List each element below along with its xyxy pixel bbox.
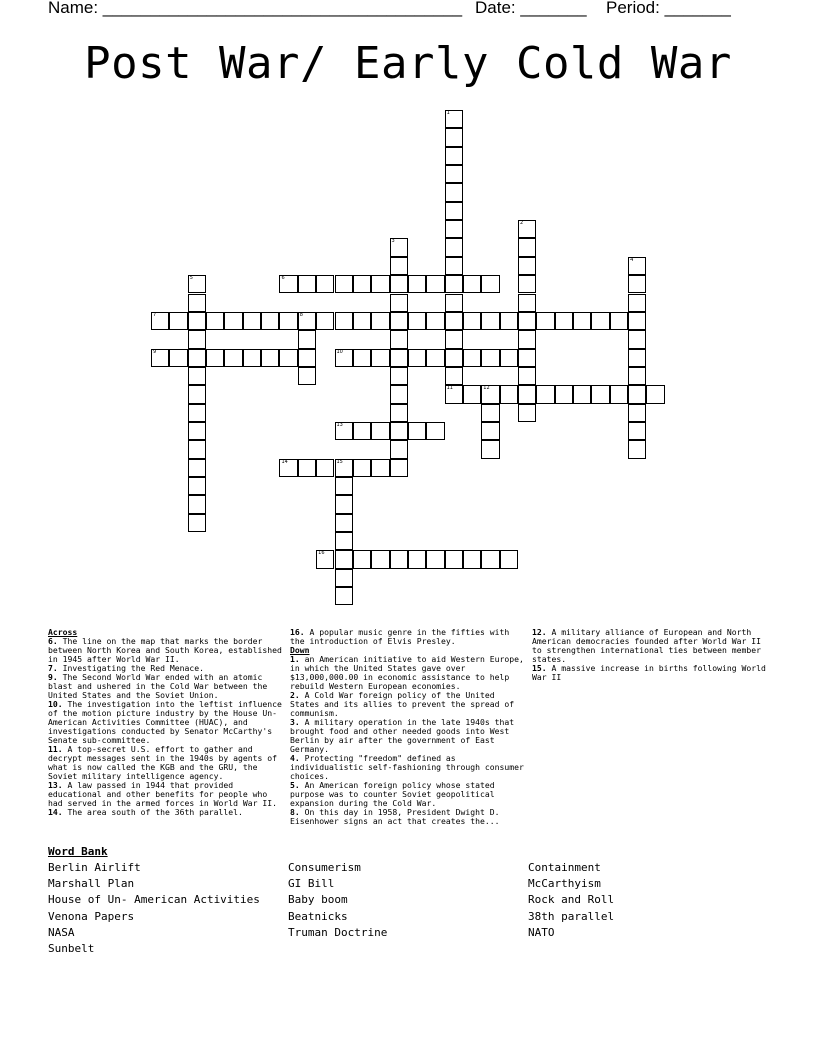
crossword-cell[interactable] [555, 385, 573, 403]
clue-item [48, 745, 284, 781]
clue-number: 3 [391, 238, 395, 245]
crossword-cell[interactable] [353, 312, 371, 330]
clue-number: 16 [318, 550, 325, 557]
clue-item-number: 8. [290, 807, 300, 817]
crossword-cell[interactable] [536, 385, 554, 403]
crossword-cell[interactable] [151, 312, 169, 330]
crossword-cell[interactable] [390, 330, 408, 348]
page-title: Post War/ Early Cold War [84, 38, 732, 89]
crossword-cell[interactable] [335, 275, 353, 293]
crossword-cell[interactable] [445, 220, 463, 238]
clue-item-number: 11. [48, 744, 63, 754]
clue-item [48, 781, 284, 808]
clue-number: 1 [446, 110, 450, 116]
crossword-cell[interactable] [408, 275, 426, 293]
clue-number: 14 [281, 458, 288, 465]
clue-item-text: An American foreign policy whose stated purpose was to counter Soviet geopolitical expansion during the Cold War. [290, 780, 495, 808]
crossword-cell[interactable] [426, 550, 444, 568]
clue-number: 13 [336, 421, 343, 428]
crossword-cell[interactable] [463, 312, 481, 330]
crossword-cell[interactable] [390, 275, 408, 293]
crossword-cell[interactable] [426, 349, 444, 367]
crossword-cell[interactable] [335, 514, 353, 532]
crossword-cell[interactable] [518, 404, 536, 422]
crossword-cell[interactable] [591, 385, 609, 403]
clue-item-text: A top-secret U.S. effort to gather and decrypt messages sent in the 1940s by agents of what is now called the KGB and the GRU, the Soviet military intelligence agency. [48, 744, 278, 781]
crossword-cell[interactable] [390, 294, 408, 312]
clue-number: 10 [336, 348, 343, 355]
crossword-cell[interactable] [335, 550, 353, 568]
clue-item-number: 10. [48, 699, 63, 709]
clue-number: 7 [153, 311, 157, 318]
clue-item-number: 12. [532, 627, 547, 637]
crossword-cell[interactable] [188, 275, 206, 293]
crossword-cell[interactable] [610, 385, 628, 403]
clue-item-text: A military alliance of European and North American democracies founded after World War II to strengthen international ties between member states. [532, 627, 762, 664]
crossword-cell[interactable] [188, 367, 206, 385]
crossword-cell[interactable] [628, 312, 646, 330]
word-bank-entry: NATO [528, 925, 555, 939]
crossword-cell[interactable] [518, 312, 536, 330]
crossword-cell[interactable] [500, 550, 518, 568]
word-bank-entry: Containment [528, 861, 601, 874]
word-bank-title: Word Bank [48, 845, 108, 858]
crossword-cell[interactable] [591, 312, 609, 330]
crossword-cell[interactable] [353, 275, 371, 293]
crossword-cell[interactable] [390, 404, 408, 422]
clues-column-3 [532, 628, 768, 682]
crossword-cell[interactable] [390, 440, 408, 458]
crossword-cell[interactable] [169, 349, 187, 367]
crossword-cell[interactable] [445, 349, 463, 367]
clue-item-number: 4. [290, 753, 300, 763]
clue-item [290, 655, 526, 691]
word-bank-entry: GI Bill [288, 877, 335, 891]
crossword-cell[interactable] [316, 550, 334, 568]
crossword-cell[interactable] [518, 220, 536, 238]
crossword-cell[interactable] [224, 349, 242, 367]
crossword-cell[interactable] [445, 550, 463, 568]
crossword-cell[interactable] [445, 238, 463, 256]
crossword-cell[interactable] [445, 385, 463, 403]
crossword-cell[interactable] [261, 312, 279, 330]
clue-number: 4 [630, 256, 634, 263]
clues-column-1 [48, 628, 284, 817]
across-clue-list [48, 637, 284, 817]
crossword-cell[interactable] [555, 312, 573, 330]
crossword-cell[interactable] [371, 275, 389, 293]
crossword-cell[interactable] [353, 349, 371, 367]
clue-item-text: The area south of the 36th parallel. [62, 807, 243, 817]
crossword-cell[interactable] [481, 422, 499, 440]
crossword-cell[interactable] [188, 495, 206, 513]
crossword-cell[interactable] [610, 312, 628, 330]
crossword-cell[interactable] [445, 183, 463, 201]
crossword-cell[interactable] [335, 422, 353, 440]
crossword-cell[interactable] [353, 422, 371, 440]
clue-item-number: 3. [290, 717, 300, 727]
crossword-cell[interactable] [371, 550, 389, 568]
crossword-cell[interactable] [371, 422, 389, 440]
word-bank-entry: McCarthyism [528, 877, 601, 891]
crossword-cell[interactable] [445, 165, 463, 183]
crossword-cell[interactable] [279, 459, 297, 477]
crossword-cell[interactable] [408, 550, 426, 568]
date-field[interactable]: Date: _______ [475, 0, 587, 17]
crossword-cell[interactable] [628, 385, 646, 403]
clue-item [48, 673, 284, 700]
crossword-cell[interactable] [500, 349, 518, 367]
crossword-cell[interactable] [408, 312, 426, 330]
crossword-cell[interactable] [243, 349, 261, 367]
crossword-cell[interactable] [335, 477, 353, 495]
crossword-cell[interactable] [481, 275, 499, 293]
crossword-cell[interactable] [518, 367, 536, 385]
clue-item [48, 700, 284, 745]
crossword-cell[interactable] [188, 459, 206, 477]
crossword-cell[interactable] [628, 275, 646, 293]
crossword-cell[interactable] [188, 349, 206, 367]
clue-item-number: 6. [48, 636, 58, 646]
crossword-cell[interactable] [298, 312, 316, 330]
crossword-cell[interactable] [445, 128, 463, 146]
crossword-cell[interactable] [390, 367, 408, 385]
crossword-cell[interactable] [298, 459, 316, 477]
crossword-cell[interactable] [463, 385, 481, 403]
clue-item-text: A military operation in the late 1940s that brought food and other needed goods into West Berlin by air after the government of East Germany. [290, 717, 515, 754]
crossword-cell[interactable] [188, 440, 206, 458]
crossword-cell[interactable] [536, 312, 554, 330]
crossword-cell[interactable] [224, 312, 242, 330]
clue-item-text: A law passed in 1944 that provided educational and other benefits for people who had served in the armed forces in World War II. [48, 780, 278, 808]
word-bank-entry: 38th parallel [528, 909, 615, 923]
word-bank-entry: House of Un- American Activities [48, 893, 260, 907]
crossword-cell[interactable] [188, 312, 206, 330]
crossword-cell[interactable] [371, 349, 389, 367]
clue-item [532, 664, 768, 682]
clue-item-text: A popular music genre in the fifties with the introduction of Elvis Presley. [290, 627, 510, 646]
crossword-cell[interactable] [353, 550, 371, 568]
crossword-cell[interactable] [298, 330, 316, 348]
crossword-cell[interactable] [390, 238, 408, 256]
word-bank-entry: Truman Doctrine [288, 925, 388, 939]
crossword-cell[interactable] [390, 312, 408, 330]
crossword-cell[interactable] [316, 459, 334, 477]
crossword-cell[interactable] [371, 312, 389, 330]
crossword-cell[interactable] [188, 404, 206, 422]
crossword-cell[interactable] [646, 385, 664, 403]
clue-item-number: 7. [48, 663, 58, 673]
across-clue-list-cont [290, 628, 526, 646]
clue-item-text: The line on the map that marks the border between North Korea and South Korea, established in 1945 after World War II. [48, 636, 282, 664]
crossword-cell[interactable] [481, 550, 499, 568]
crossword-cell[interactable] [445, 147, 463, 165]
clue-item-number: 2. [290, 690, 300, 700]
crossword-cell[interactable] [463, 275, 481, 293]
name-field[interactable]: Name: ______________________________________ [48, 0, 463, 17]
clue-item-number: 13. [48, 780, 63, 790]
clue-item [290, 754, 526, 781]
crossword-cell[interactable] [518, 349, 536, 367]
clue-item [290, 628, 526, 646]
crossword-cell[interactable] [279, 275, 297, 293]
clue-item-text: The Second World War ended with an atomic blast and ushered in the Cold War between the United States and the Soviet Union. [48, 672, 268, 700]
crossword-cell[interactable] [518, 330, 536, 348]
crossword-cell[interactable] [426, 275, 444, 293]
crossword-cell[interactable] [390, 385, 408, 403]
crossword-cell[interactable] [481, 349, 499, 367]
crossword-cell[interactable] [573, 312, 591, 330]
clue-item-text: On this day in 1958, President Dwight D. Eisenhower signs an act that creates the... [290, 807, 500, 826]
crossword-cell[interactable] [445, 257, 463, 275]
clue-item [290, 781, 526, 808]
crossword-cell[interactable] [188, 330, 206, 348]
crossword-cell[interactable] [445, 312, 463, 330]
crossword-cell[interactable] [390, 459, 408, 477]
crossword-cell[interactable] [206, 312, 224, 330]
clue-item [48, 808, 284, 817]
crossword-cell[interactable] [463, 349, 481, 367]
crossword-cell[interactable] [628, 257, 646, 275]
crossword-cell[interactable] [445, 202, 463, 220]
crossword-cell[interactable] [628, 349, 646, 367]
clue-number: 8 [299, 311, 303, 318]
crossword-cell[interactable] [298, 275, 316, 293]
clue-item-number: 14. [48, 807, 63, 817]
word-bank-entry: Baby boom [288, 893, 348, 907]
crossword-cell[interactable] [243, 312, 261, 330]
crossword-cell[interactable] [390, 257, 408, 275]
crossword-cell[interactable] [518, 257, 536, 275]
clue-item-text: A massive increase in births following World War II [532, 663, 766, 682]
clue-item [290, 808, 526, 826]
clues-column-2 [290, 628, 526, 826]
crossword-cell[interactable] [518, 238, 536, 256]
crossword-cell[interactable] [335, 532, 353, 550]
crossword-cell[interactable] [628, 367, 646, 385]
clue-item-text: A Cold War foreign policy of the United States and its allies to prevent the spread of communism. [290, 690, 515, 718]
clue-item-text: Protecting "freedom" defined as individualistic self-fashioning through consumer choices. [290, 753, 524, 781]
clue-number: 5 [189, 275, 193, 282]
crossword-cell[interactable] [628, 440, 646, 458]
clue-item-number: 15. [532, 663, 547, 673]
crossword-cell[interactable] [628, 294, 646, 312]
crossword-cell[interactable] [500, 385, 518, 403]
crossword-cell[interactable] [518, 385, 536, 403]
crossword-cell[interactable] [279, 312, 297, 330]
crossword-cell[interactable] [518, 294, 536, 312]
across-heading: Across [48, 627, 78, 637]
word-bank-entry: Sunbelt [48, 942, 95, 955]
down-clue-list-cont [532, 628, 768, 682]
clue-item [290, 691, 526, 718]
crossword-cell[interactable] [481, 385, 499, 403]
crossword-cell[interactable] [445, 330, 463, 348]
crossword-cell[interactable] [445, 294, 463, 312]
word-bank-entry: Berlin Airlift [48, 861, 141, 874]
period-field[interactable]: Period: _______ [606, 0, 731, 17]
crossword-cell[interactable] [408, 422, 426, 440]
crossword-cell[interactable] [463, 550, 481, 568]
crossword-cell[interactable] [188, 385, 206, 403]
crossword-cell[interactable] [316, 312, 334, 330]
clue-number: 12 [483, 385, 490, 392]
crossword-cell[interactable] [298, 367, 316, 385]
clue-item-text: The investigation into the leftist influence of the motion picture industry by the House Un-American Activities Committee (HUAC), and investigations conducted by Senator McCarthy's Senate sub-committee. [48, 699, 282, 745]
clue-number: 11 [446, 385, 453, 392]
crossword-cell[interactable] [298, 349, 316, 367]
crossword-cell[interactable] [335, 459, 353, 477]
crossword-cell[interactable] [445, 367, 463, 385]
crossword-cell[interactable] [481, 404, 499, 422]
crossword-cell[interactable] [335, 495, 353, 513]
crossword-cell[interactable] [188, 477, 206, 495]
crossword-cell[interactable] [426, 312, 444, 330]
crossword-cell[interactable] [518, 275, 536, 293]
word-bank-entry: Beatnicks [288, 909, 348, 923]
crossword-cell[interactable] [481, 312, 499, 330]
word-bank-entry: Consumerism [288, 861, 361, 874]
crossword-cell[interactable] [371, 459, 389, 477]
clue-item [48, 637, 284, 664]
crossword-cell[interactable] [500, 312, 518, 330]
crossword-cell[interactable] [169, 312, 187, 330]
down-clue-list [290, 655, 526, 826]
crossword-cell[interactable] [628, 330, 646, 348]
clue-number: 6 [281, 275, 285, 282]
crossword-cell[interactable] [279, 349, 297, 367]
crossword-cell[interactable] [335, 569, 353, 587]
clue-item-number: 1. [290, 654, 300, 664]
clue-item-number: 5. [290, 780, 300, 790]
clue-number: 2 [520, 220, 524, 227]
clue-item-number: 16. [290, 627, 305, 637]
crossword-cell[interactable] [390, 550, 408, 568]
crossword-cell[interactable] [573, 385, 591, 403]
clue-item-number: 9. [48, 672, 58, 682]
clue-item [532, 628, 768, 664]
crossword-cell[interactable] [261, 349, 279, 367]
word-bank-entry: Marshall Plan [48, 877, 135, 891]
crossword-cell[interactable] [390, 422, 408, 440]
crossword-cell[interactable] [316, 275, 334, 293]
crossword-cell[interactable] [188, 422, 206, 440]
crossword-cell[interactable] [481, 440, 499, 458]
crossword-cell[interactable] [206, 349, 224, 367]
down-heading: Down [290, 645, 310, 655]
word-bank-entry: Venona Papers [48, 909, 135, 923]
crossword-cell[interactable] [426, 422, 444, 440]
word-bank-entry: Rock and Roll [528, 893, 615, 907]
word-bank-entry: NASA [48, 925, 75, 939]
crossword-cell[interactable] [188, 294, 206, 312]
crossword-cell[interactable] [353, 459, 371, 477]
crossword-cell[interactable] [408, 349, 426, 367]
crossword-cell[interactable] [445, 110, 463, 128]
crossword-cell[interactable] [188, 514, 206, 532]
crossword-cell[interactable] [628, 422, 646, 440]
crossword-cell[interactable] [445, 275, 463, 293]
crossword-cell[interactable] [335, 587, 353, 605]
crossword-cell[interactable] [628, 404, 646, 422]
crossword-cell[interactable] [151, 349, 169, 367]
crossword-cell[interactable] [335, 349, 353, 367]
crossword-cell[interactable] [335, 312, 353, 330]
clue-number: 15 [336, 458, 343, 465]
clue-item-text: Investigating the Red Menace. [57, 663, 204, 673]
crossword-cell[interactable] [390, 349, 408, 367]
clue-item-text: an American initiative to aid Western Europe, in which the United States gave over $13,000,000.00 in economic assistance to help rebuild Western European economies. [290, 654, 524, 691]
clue-number: 9 [153, 348, 157, 355]
clue-item [290, 718, 526, 754]
